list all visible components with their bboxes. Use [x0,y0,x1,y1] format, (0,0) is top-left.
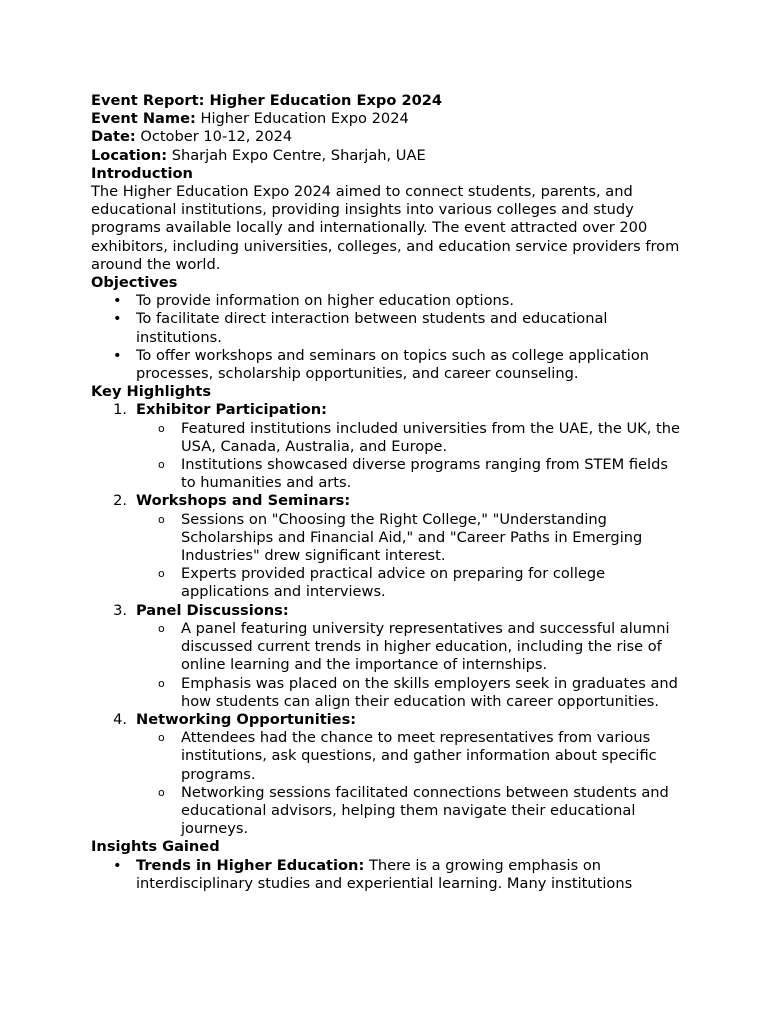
date-label: Date: [91,128,136,146]
location-line [91,147,681,165]
sub-list [136,420,681,493]
sub-list-item: o Experts provided practical advice on preparing for college applications and interviews. [158,565,606,601]
sub-bullet-icon: o [158,512,165,526]
sub-list [136,729,681,838]
list-item [91,857,681,893]
sub-list [136,511,681,602]
sub-list-item: o Emphasis was placed on the skills employers seek in graduates and how students can align their education with career opportunities. [158,674,678,710]
highlight-title: Panel Discussions: [136,601,289,619]
item-number: 4. [113,710,127,728]
sub-bullet-icon: o [158,621,165,635]
list-item: • To facilitate direct interaction between students and educational institutions. [113,310,608,346]
key-highlights-list [91,401,681,838]
item-number: 1. [113,401,127,419]
document-page [91,92,681,893]
location-value: Sharjah Expo Centre, Sharjah, UAE [171,146,426,164]
sub-list-item: o Sessions on "Choosing the Right College," "Understanding Scholarships and Financial Aid," and "Career Paths in Emerging Industries" drew significant interest. [158,510,643,565]
bullet-icon: • [113,346,122,364]
sub-list-item: o Networking sessions facilitated connections between students and educational advisors, helping them navigate their educational journeys. [158,783,669,838]
sub-list-item: o Featured institutions included universities from the UAE, the UK, the USA, Canada, Australia, and Europe. [158,419,680,455]
sub-bullet-icon: o [158,731,165,745]
bullet-icon: • [113,310,122,328]
date-value: October 10-12, 2024 [140,128,293,146]
introduction-heading: Introduction [91,164,193,182]
highlight-item [91,492,681,601]
report-title: Event Report: Higher Education Expo 2024 [91,92,443,109]
objectives-list [91,292,681,383]
key-highlights-heading: Key Highlights [91,383,212,401]
event-name-line [91,110,681,128]
item-number: 3. [113,601,127,619]
item-number: 2. [113,492,127,510]
date-line [91,128,681,146]
highlight-item [91,602,681,711]
sub-bullet-icon: o [158,676,165,690]
bullet-icon: • [113,292,122,310]
location-label: Location: [91,146,168,164]
insight-title: Trends in Higher Education: [136,856,365,874]
list-item: • To provide information on higher education options. [113,292,515,310]
highlight-item [91,711,681,838]
highlight-title: Networking Opportunities: [136,710,357,728]
sub-bullet-icon: o [158,567,165,581]
bullet-icon: • [113,856,122,874]
sub-bullet-icon: o [158,785,165,799]
event-name-label: Event Name: [91,110,196,128]
insights-heading: Insights Gained [91,838,220,856]
highlight-title: Workshops and Seminars: [136,492,351,510]
insights-list [91,857,681,893]
introduction-text: The Higher Education Expo 2024 aimed to connect students, parents, and educational institutions, providing insights into various colleges and study programs available locally and internationally. The event attracted over 200 exhibitors, including universities, colleges, and education service providers from around the world. [91,183,680,273]
list-item: • To offer workshops and seminars on topics such as college application processes, scholarship opportunities, and career counseling. [113,346,650,383]
insight-text: There is a growing emphasis on interdisciplinary studies and experiential learning. Many institutions [136,856,633,892]
sub-bullet-icon: o [158,458,165,472]
sub-bullet-icon: o [158,421,165,435]
highlight-title: Exhibitor Participation: [136,401,328,419]
sub-list-item: o Attendees had the chance to meet representatives from various institutions, ask questions, and gather information about specific programs. [158,729,657,783]
highlight-item [91,401,681,492]
sub-list [136,620,681,711]
event-name-value: Higher Education Expo 2024 [200,110,409,128]
sub-list-item: o A panel featuring university representatives and successful alumni discussed current trends in higher education, including the rise of online learning and the importance of internships. [158,619,670,674]
sub-list-item: o Institutions showcased diverse programs ranging from STEM fields to humanities and arts. [158,456,668,492]
objectives-heading: Objectives [91,274,178,292]
